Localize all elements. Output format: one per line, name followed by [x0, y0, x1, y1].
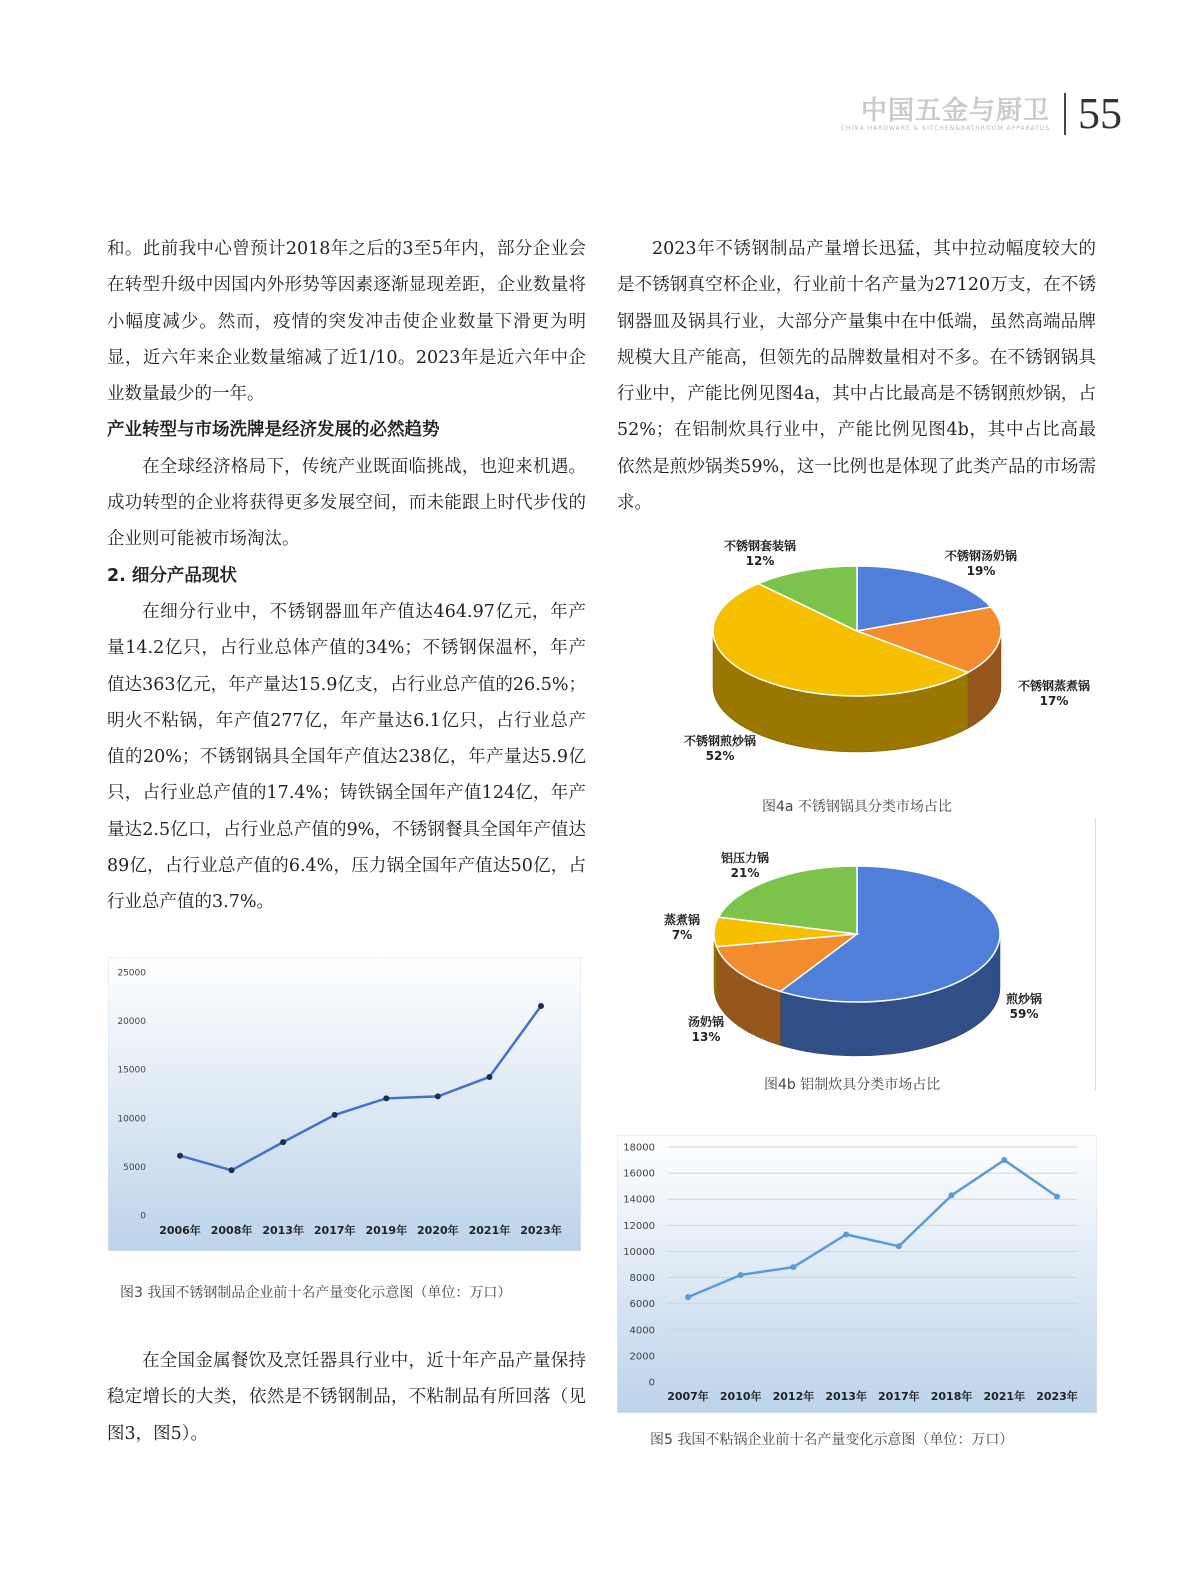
data-point	[790, 1264, 796, 1270]
x-tick-label: 2021年	[983, 1390, 1026, 1403]
data-point	[538, 1003, 544, 1009]
slice-label: 不锈钢汤奶锅	[944, 549, 1018, 563]
data-point	[949, 1192, 955, 1198]
slice-percent: 7%	[671, 928, 693, 942]
data-point	[229, 1167, 235, 1173]
page-number: 55	[1078, 89, 1122, 138]
y-tick-label: 0	[140, 1211, 146, 1222]
data-point	[332, 1112, 338, 1118]
paragraph: 在细分行业中，不锈钢器皿年产值达464.97亿元，年产量14.2亿只，占行业总体产值的34%；不锈钢保温杯，年产值达363亿元，年产量达15.9亿支，占行业总产值的26.5%；明火不粘锅，年产值277亿，年产量达6.1亿只，占行业总产值的20%；不锈钢锅具全国年产值达238亿，年产量达5.9亿只，占行业总产值的17.4%；铸铁锅全国年产值124亿，年产量达2.5亿口，占行业总产值的9%，不锈钢餐具全国年产值达89亿，占行业总产值的6.4%，压力锅全国年产值达50亿，占行业总产值的3.7%。	[107, 601, 586, 913]
figure-4b-chart	[640, 840, 1080, 1065]
y-tick-label: 25000	[117, 968, 146, 979]
y-tick-label: 5000	[123, 1162, 146, 1173]
slice-label: 汤奶锅	[687, 1015, 725, 1029]
slice-label: 不锈钢套装锅	[723, 539, 797, 553]
paragraph: 在全球经济格局下，传统产业既面临挑战，也迎来机遇。成功转型的企业将获得更多发展空间，而未能跟上时代步伐的企业则可能被市场淘汰。	[107, 456, 586, 550]
y-tick-label: 8000	[629, 1273, 655, 1285]
chart-background	[617, 1135, 1097, 1413]
y-tick-label: 15000	[117, 1065, 146, 1076]
paragraph: 在全国金属餐饮及烹饪器具行业中，近十年产品产量保持稳定增长的大类，依然是不锈钢制品，不粘制品有所回落（见图3，图5）。	[107, 1351, 586, 1444]
slice-label: 煎炒锅	[1005, 992, 1043, 1006]
y-tick-label: 14000	[623, 1194, 655, 1206]
brand-logo	[841, 97, 1050, 132]
figure-3-chart	[108, 957, 581, 1251]
data-point	[435, 1093, 441, 1099]
y-tick-label: 10000	[117, 1114, 146, 1125]
slice-percent: 21%	[730, 866, 760, 880]
masthead	[840, 89, 1122, 138]
x-tick-label: 2006年	[159, 1224, 201, 1237]
slice-label: 蒸煮锅	[663, 913, 701, 927]
data-point	[896, 1243, 902, 1249]
x-tick-label: 2020年	[417, 1224, 459, 1237]
figure-5-caption: 图5 我国不粘锅企业前十名产量变化示意图（单位：万口）	[650, 1432, 1014, 1448]
figure-5-chart	[617, 1135, 1097, 1413]
x-tick-label: 2012年	[772, 1390, 815, 1403]
slice-percent: 19%	[966, 564, 996, 578]
section-heading: 2. 细分产品现状	[107, 565, 237, 586]
x-tick-label: 2021年	[468, 1224, 511, 1237]
y-tick-label: 16000	[623, 1168, 655, 1180]
data-point	[738, 1272, 744, 1278]
paragraph: 2023年不锈钢制品产量增长迅猛，其中拉动幅度较大的是不锈钢真空杯企业，行业前十名产量为27120万支，在不锈钢器皿及锅具行业，大部分产量集中在中低端，虽然高端品牌规模大且产能高，但领先的品牌数量相对不多。在不锈钢锅具行业中，产能比例见图4a，其中占比最高是不锈钢煎炒锅，占52%；在铝制炊具行业中，产能比例见图4b，其中占比高最依然是煎炒锅类59%，这一比例也是体现了此类产品的市场需求。	[617, 239, 1096, 514]
figure-4a-caption: 图4a 不锈钢锅具分类市场占比	[762, 799, 952, 815]
x-tick-label: 2013年	[825, 1390, 867, 1403]
y-tick-label: 20000	[117, 1017, 146, 1028]
x-tick-label: 2008年	[210, 1224, 253, 1237]
slice-label: 铝压力锅	[720, 851, 770, 865]
data-point	[486, 1074, 492, 1080]
slice-percent: 17%	[1039, 694, 1069, 708]
y-tick-label: 10000	[623, 1246, 655, 1258]
left-column-text-bottom	[107, 1343, 586, 1452]
chart-background	[108, 957, 581, 1251]
column-rule	[1095, 818, 1096, 1090]
slice-label: 不锈钢煎炒锅	[683, 734, 757, 748]
section-heading: 产业转型与市场洗牌是经济发展的必然趋势	[107, 420, 440, 441]
data-point	[177, 1153, 183, 1159]
x-tick-label: 2017年	[878, 1390, 920, 1403]
data-point	[383, 1095, 389, 1101]
slice-percent: 52%	[705, 749, 735, 763]
right-column-text	[617, 231, 1096, 521]
data-point	[1054, 1194, 1060, 1200]
data-point	[1001, 1157, 1007, 1163]
figure-4b-caption: 图4b 铝制炊具分类市场占比	[764, 1077, 941, 1093]
x-tick-label: 2019年	[365, 1224, 408, 1237]
data-point	[843, 1231, 849, 1237]
y-tick-label: 2000	[629, 1351, 655, 1363]
y-tick-label: 4000	[629, 1325, 655, 1337]
x-tick-label: 2023年	[520, 1224, 562, 1237]
y-tick-label: 12000	[623, 1220, 655, 1232]
x-tick-label: 2013年	[262, 1224, 304, 1237]
x-tick-label: 2010年	[719, 1390, 762, 1403]
paragraph: 和。此前我中心曾预计2018年之后的3至5年内，部分企业会在转型升级中因国内外形势等因素逐渐显现差距，企业数量将小幅度减少。然而，疫情的突发冲击使企业数量下滑更为明显，近六年来企业数量缩减了近1/10。2023年是近六年中企业数量最少的一年。	[107, 239, 586, 405]
left-column-text	[107, 231, 586, 921]
x-tick-label: 2007年	[667, 1390, 709, 1403]
slice-percent: 59%	[1009, 1007, 1039, 1021]
figure-3-caption: 图3 我国不锈钢制品企业前十名产量变化示意图（单位：万口）	[120, 1285, 512, 1301]
x-tick-label: 2018年	[930, 1390, 973, 1403]
x-tick-label: 2017年	[313, 1224, 356, 1237]
figure-4a-chart	[640, 530, 1100, 770]
header-divider	[1064, 93, 1066, 135]
slice-percent: 12%	[745, 554, 775, 568]
slice-label: 不锈钢蒸煮锅	[1017, 679, 1091, 693]
y-tick-label: 18000	[623, 1142, 655, 1154]
y-tick-label: 0	[648, 1377, 655, 1389]
slice-percent: 13%	[691, 1030, 721, 1044]
x-tick-label: 2023年	[1036, 1390, 1078, 1403]
brand-subtitle: CHINA HARDWARE & KITCHEN&BATHROOM APPARATUS	[840, 124, 1050, 132]
brand-title: 中国五金与厨卫	[860, 95, 1050, 126]
data-point	[280, 1139, 286, 1145]
y-tick-label: 6000	[629, 1299, 655, 1311]
data-point	[685, 1294, 691, 1300]
